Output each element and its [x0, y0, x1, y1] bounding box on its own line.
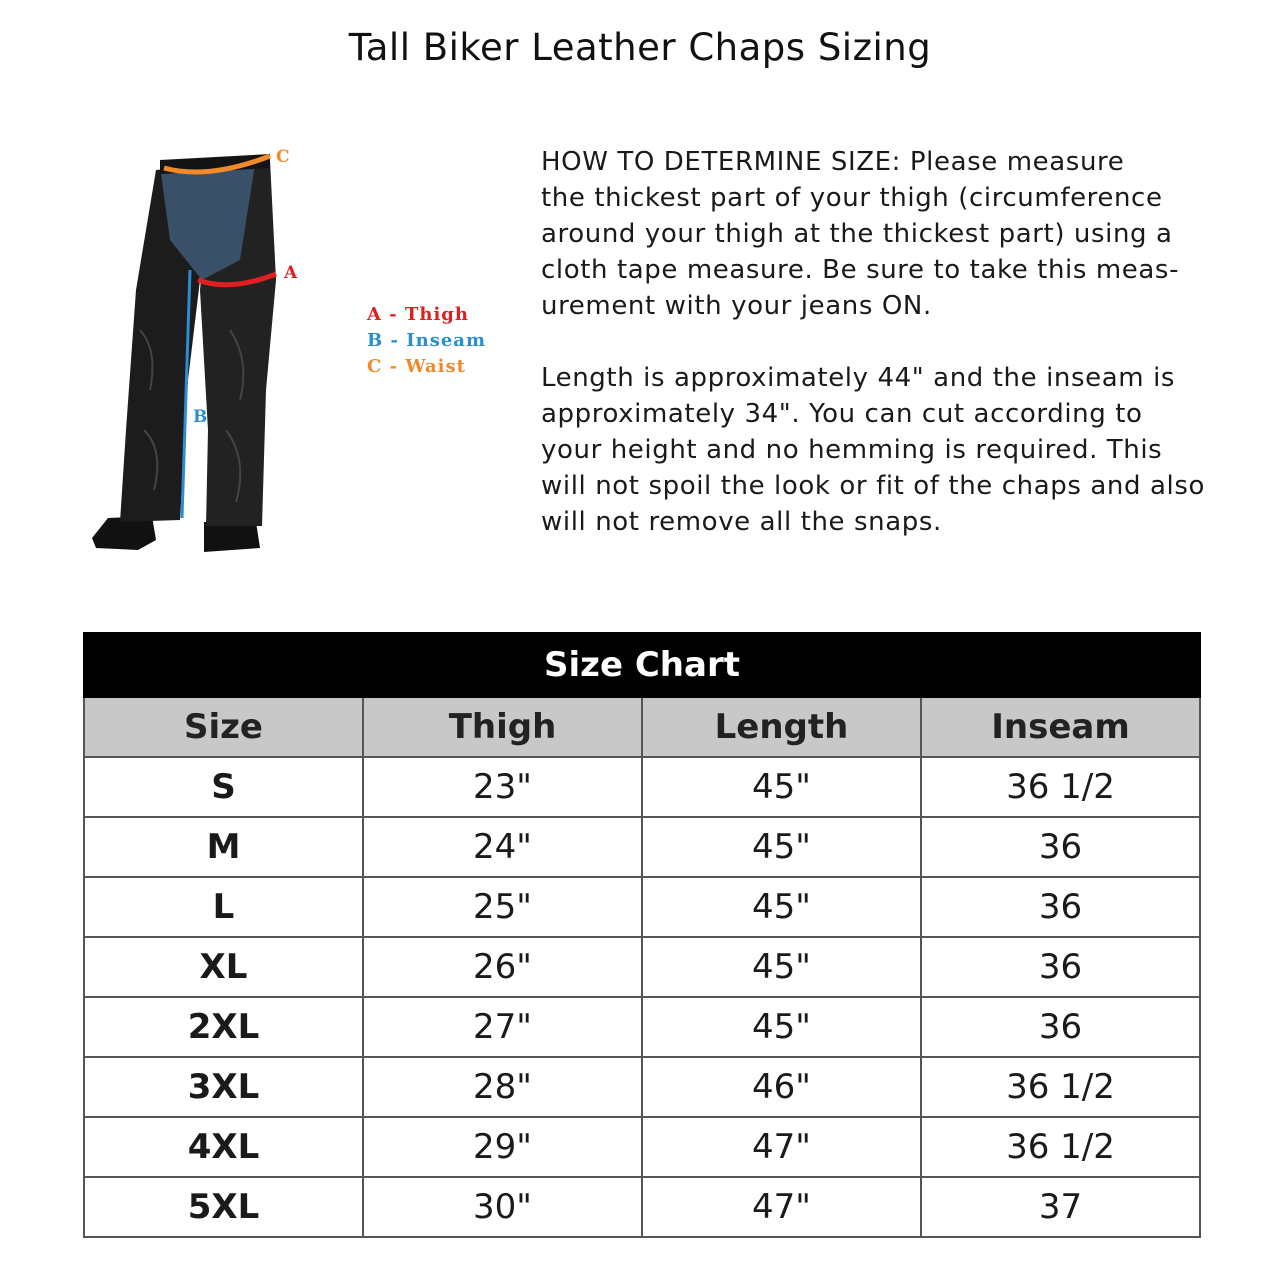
- length-cell: 46": [642, 1057, 921, 1117]
- column-header-size: Size: [84, 697, 363, 757]
- size-cell: XL: [84, 937, 363, 997]
- length-cell: 45": [642, 817, 921, 877]
- size-chart-table: [83, 632, 1201, 1238]
- column-header-inseam: Inseam: [921, 697, 1200, 757]
- table-row: [84, 817, 1200, 877]
- legend-inseam: B - Inseam: [367, 330, 487, 351]
- size-cell: S: [84, 757, 363, 817]
- length-note-paragraph: Length is approximately 44" and the inseam is approximately 34". You can cut according to your height and no hemming is required. This will not spoil the look or fit of the chaps and also will not remove all the snaps.: [541, 363, 1205, 537]
- table-row: [84, 1117, 1200, 1177]
- size-cell: 3XL: [84, 1057, 363, 1117]
- size-cell: M: [84, 817, 363, 877]
- sizing-instructions: [541, 144, 1261, 540]
- table-row: [84, 1177, 1200, 1237]
- how-to-measure-paragraph: HOW TO DETERMINE SIZE: Please measure the thickest part of your thigh (circumference around your thigh at the thickest part) using a cloth tape measure. Be sure to take this meas- urement with your jeans ON.: [541, 147, 1180, 321]
- length-cell: 45": [642, 997, 921, 1057]
- table-row: [84, 937, 1200, 997]
- thigh-cell: 24": [363, 817, 642, 877]
- inseam-cell: 37: [921, 1177, 1200, 1237]
- thigh-marker: A: [284, 263, 298, 283]
- column-header-thigh: Thigh: [363, 697, 642, 757]
- size-cell: 2XL: [84, 997, 363, 1057]
- inseam-cell: 36: [921, 997, 1200, 1057]
- waist-marker: C: [276, 147, 290, 167]
- inseam-cell: 36: [921, 877, 1200, 937]
- inseam-cell: 36: [921, 937, 1200, 997]
- size-cell: L: [84, 877, 363, 937]
- inseam-cell: 36: [921, 817, 1200, 877]
- inseam-cell: 36 1/2: [921, 1117, 1200, 1177]
- length-cell: 45": [642, 877, 921, 937]
- legend-thigh: A - Thigh: [367, 304, 469, 325]
- table-row: [84, 1057, 1200, 1117]
- thigh-cell: 27": [363, 997, 642, 1057]
- thigh-cell: 28": [363, 1057, 642, 1117]
- length-cell: 45": [642, 937, 921, 997]
- legend-waist: C - Waist: [367, 356, 466, 377]
- right-boot: [204, 522, 260, 552]
- measurement-legend: [367, 302, 486, 380]
- size-chart-title: Size Chart: [84, 633, 1200, 697]
- page-title: Tall Biker Leather Chaps Sizing: [348, 26, 932, 69]
- table-row: [84, 877, 1200, 937]
- thigh-cell: 30": [363, 1177, 642, 1237]
- thigh-cell: 29": [363, 1117, 642, 1177]
- column-header-length: Length: [642, 697, 921, 757]
- length-cell: 47": [642, 1117, 921, 1177]
- length-cell: 47": [642, 1177, 921, 1237]
- size-cell: 4XL: [84, 1117, 363, 1177]
- thigh-cell: 25": [363, 877, 642, 937]
- inseam-cell: 36 1/2: [921, 1057, 1200, 1117]
- chaps-illustration: [80, 130, 320, 570]
- thigh-cell: 23": [363, 757, 642, 817]
- inseam-marker: B: [193, 407, 208, 427]
- size-cell: 5XL: [84, 1177, 363, 1237]
- inseam-cell: 36 1/2: [921, 757, 1200, 817]
- table-row: [84, 997, 1200, 1057]
- length-cell: 45": [642, 757, 921, 817]
- table-row: [84, 757, 1200, 817]
- thigh-cell: 26": [363, 937, 642, 997]
